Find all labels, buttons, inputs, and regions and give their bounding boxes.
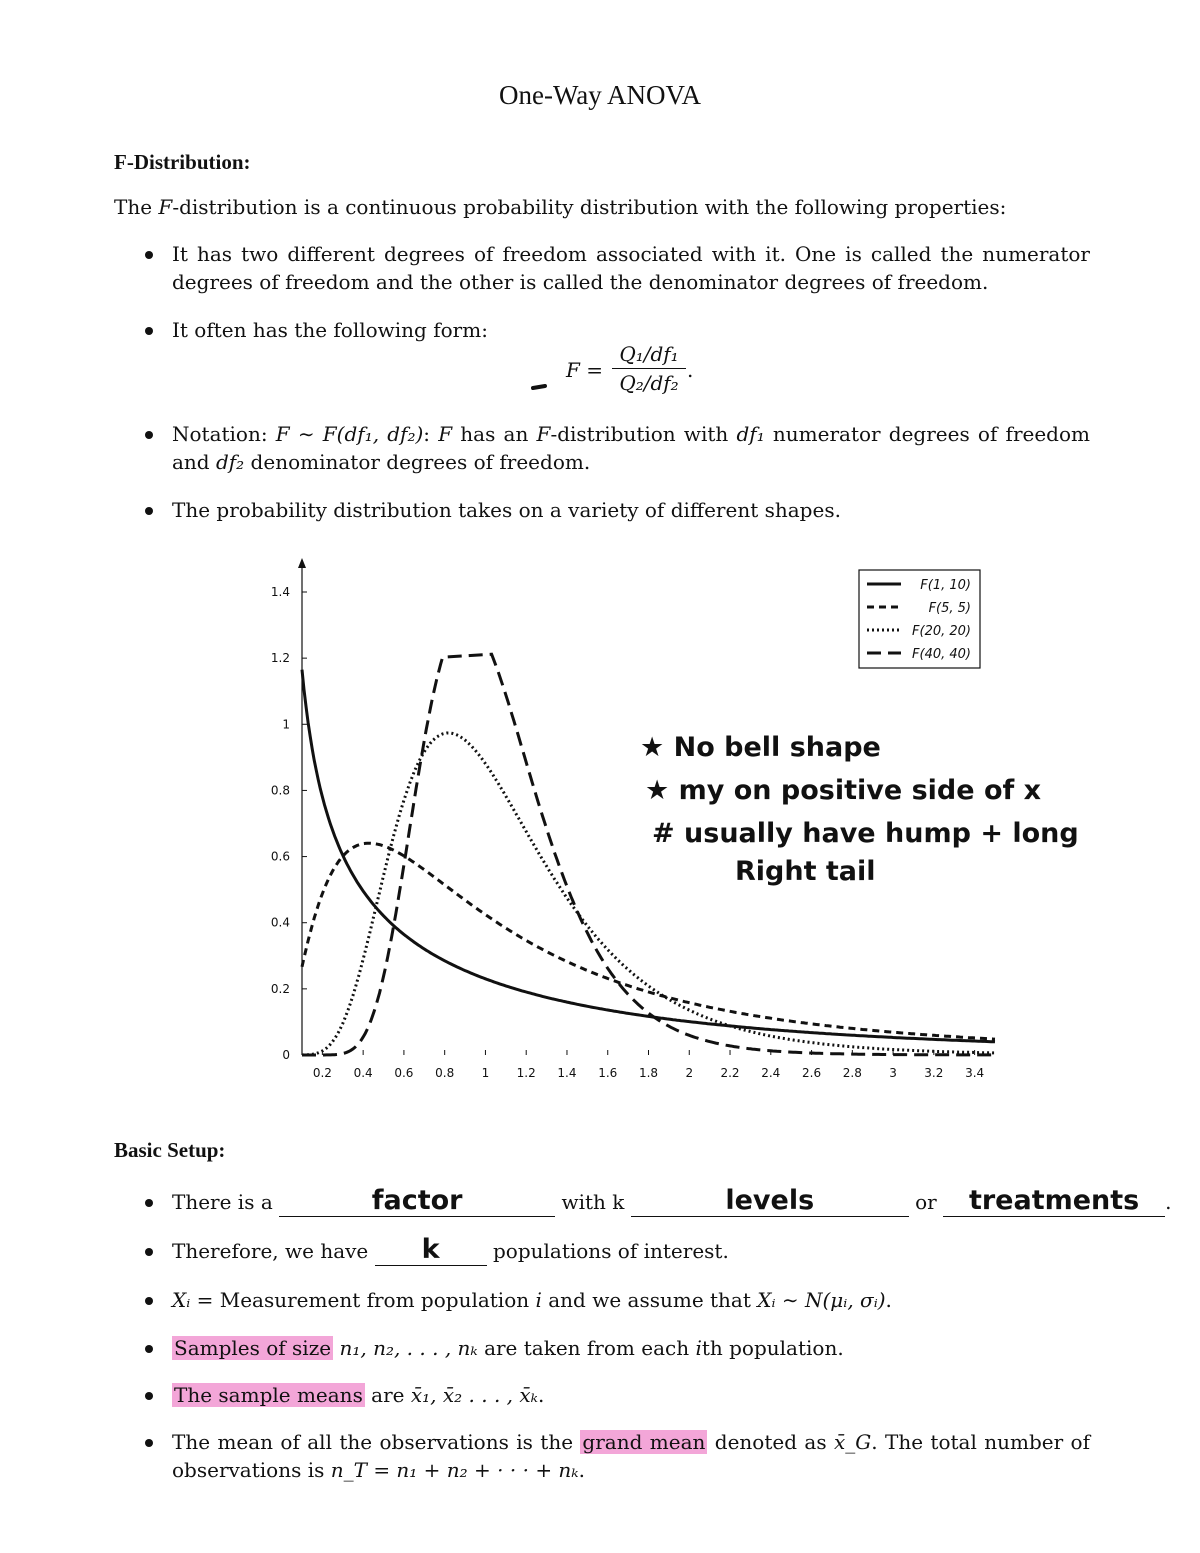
y-tick-label: 0.4 [270,915,290,930]
intro-text-pre: The [114,195,159,219]
math-run: x̄_G [833,1430,872,1454]
text-run: . [537,1383,545,1407]
chart-legend [859,570,980,668]
text-run: There is a [172,1190,273,1214]
math-run: F [438,422,453,446]
section-heading-basic-setup: Basic Setup: [114,1138,226,1162]
handwritten-note-1: ★ No bell shape [640,732,881,763]
text-run: numerator degrees of freedom and [172,422,1090,474]
x-tick-label: 1.4 [557,1066,577,1080]
bullet-dot [145,431,153,439]
handwritten-answer: treatments [968,1185,1140,1216]
text-run: are [364,1383,411,1407]
fraction-bar [612,368,686,369]
bullet-dot [145,251,153,259]
math-run: i [535,1288,542,1312]
x-tick-label: 2.4 [761,1066,781,1080]
text-run: = Measurement from population [190,1288,536,1312]
bullet-dot [145,327,153,335]
text-run: are taken from each [477,1336,696,1360]
handwritten-note-2: ★ my on positive side of x [645,775,1042,806]
math-run: n₁, n₂, . . . , nₖ [339,1336,478,1360]
bullet-dot [145,507,153,515]
text-run: Notation: [172,422,276,446]
legend-label: F(1, 10) [920,578,971,593]
x-tick-label: 0.8 [435,1066,455,1080]
series-line-f-5-5 [302,843,995,1039]
formula-lhs: F = [566,358,603,382]
y-tick-label: 0.8 [270,783,290,798]
legend-label: F(40, 40) [912,647,971,662]
fill-blank-treatments [943,1185,1165,1217]
math-run: df₂ [215,450,245,474]
fill-blank-factor [279,1185,555,1217]
chart-curves [302,654,995,1055]
highlight-samples-of-size: Samples of size [174,1336,332,1360]
text-run: or [915,1190,937,1214]
text-run: The mean of all the observations is the [172,1430,581,1454]
bullet-dot [145,1297,153,1305]
text-run: with k [561,1190,625,1214]
x-tick-label: 2.6 [802,1066,822,1080]
fill-blank-k [375,1234,487,1266]
y-tick-label: 0.2 [270,981,290,996]
list-item-text [172,1381,1090,1409]
handwritten-answer: factor [371,1185,463,1216]
page-title: One-Way ANOVA [498,80,702,110]
y-tick-label: 1.4 [270,585,290,599]
x-tick-label: 1.2 [516,1066,536,1080]
list-item-text [172,1428,1090,1484]
x-tick-label: 1.6 [598,1066,618,1080]
math-run: x̄₁, x̄₂ . . . , x̄ₖ [410,1383,538,1407]
series-line-f-40-40 [302,654,995,1055]
x-tick-label: 1 [481,1066,490,1080]
y-tick-label: 1.2 [270,651,290,666]
legend-label: F(5, 5) [928,601,971,616]
pen-mark-icon [530,380,550,394]
x-tick-label: 1.8 [638,1066,659,1080]
list-item-text [172,1334,1090,1362]
math-run: df₁ [736,422,765,446]
text-run: . The total number of observations is [172,1430,1090,1482]
math-run: i [695,1336,702,1360]
bullet-dot [145,1248,153,1256]
highlight-grand-mean: grand mean [582,1430,706,1454]
y-tick-label: 0.6 [270,849,290,864]
list-item-text [172,1286,1090,1314]
text-run: denominator degrees of freedom. [244,450,591,474]
math-run: Xᵢ ∼ N(μᵢ, σᵢ) [757,1288,886,1312]
x-tick-label: 2.8 [842,1066,862,1080]
text-run: populations of interest. [492,1239,729,1263]
text-run: . [578,1458,585,1482]
section-heading-f-distribution: F-Distribution: [114,150,251,174]
handwritten-answer: levels [725,1185,815,1216]
intro-var: F [158,195,173,219]
handwritten-note-4: Right tail [735,856,876,887]
text-run: . [1165,1190,1172,1214]
list-item-text: The probability distribution takes on a variety of different shapes. [172,498,841,522]
text-run: th population. [701,1336,844,1360]
text-run: and we assume that [541,1288,758,1312]
text-run: denoted as [707,1430,834,1454]
intro-paragraph [114,195,1006,219]
x-tick-label: 0.2 [312,1066,332,1080]
x-tick-label: 3.4 [965,1066,985,1080]
math-run: F [536,422,551,446]
text-run: has an [452,422,537,446]
formula-denominator: Q₂/df₂ [619,371,679,395]
math-run: n_T = n₁ + n₂ + · · · + nₖ [330,1458,579,1482]
x-tick-label: 0.6 [394,1066,414,1080]
text-run: Therefore, we have [172,1239,369,1263]
highlight-sample-means: The sample means [174,1383,363,1407]
text-run: . [885,1288,892,1312]
formula-fraction [612,342,686,395]
x-tick-label: 3 [889,1066,897,1080]
y-tick-label: 0 [282,1048,290,1062]
handwritten-answer: k [421,1234,440,1265]
list-item-text [172,420,1090,476]
list-item-text [172,1185,1175,1217]
x-tick-label: 2.2 [720,1066,740,1080]
x-tick-label: 2 [685,1066,694,1080]
list-item-text: It has two different degrees of freedom associated with it. One is called the numerator degrees of freedom and the other is called the denominator degrees of freedom. [172,242,1090,294]
bullet-dot [145,1345,153,1353]
legend-label: F(20, 20) [912,624,971,639]
formula-end: . [687,358,694,382]
math-run: Xᵢ [172,1288,191,1312]
list-item-text [172,1234,1090,1266]
math-run: F ∼ F(df₁, df₂) [275,422,424,446]
y-axis-arrow [298,558,306,568]
x-tick-label: 3.2 [924,1066,944,1080]
handwritten-note-3: # usually have hump + long [652,818,1079,849]
fill-blank-levels [631,1185,909,1217]
formula-numerator: Q₁/df₁ [619,342,679,366]
bullet-dot [145,1439,153,1447]
text-run: -distribution with [550,422,737,446]
bullet-dot [145,1392,153,1400]
text-run: : [423,422,439,446]
list-item-text: It often has the following form: [172,318,488,342]
intro-text-post: -distribution is a continuous probability distribution with the following properties: [172,195,1007,219]
bullet-dot [145,1199,153,1207]
x-tick-label: 0.4 [353,1066,373,1080]
y-tick-label: 1 [282,717,290,732]
